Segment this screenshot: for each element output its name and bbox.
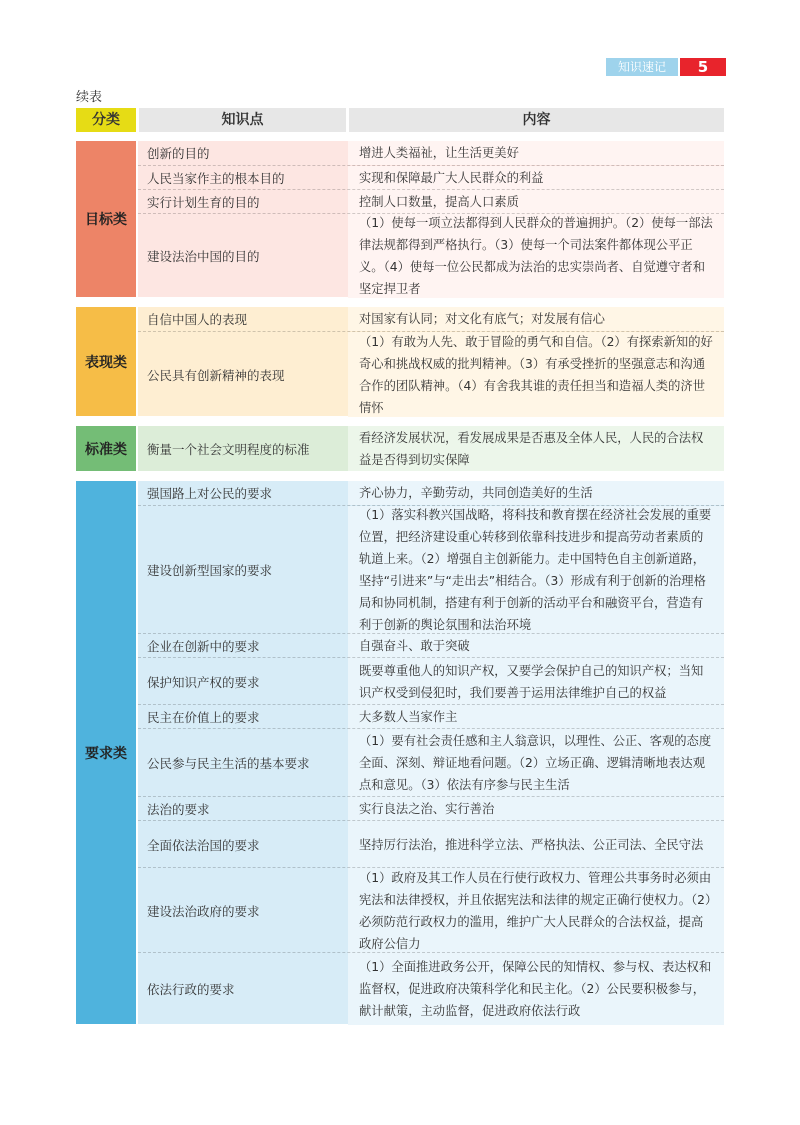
table-row [138, 426, 724, 471]
content-text: 控制人口数量，提高人口素质 [359, 195, 519, 209]
content-cell [348, 705, 724, 729]
knowledge-point: 自信中国人的表现 [147, 312, 248, 327]
content-cell [348, 797, 724, 821]
category-group-standard [76, 426, 724, 471]
column-header-content: 内容 [349, 108, 724, 132]
content-text: 齐心协力，辛勤劳动，共同创造美好的生活 [359, 486, 593, 500]
page-header [606, 58, 726, 76]
knowledge-point: 公民具有创新精神的表现 [147, 367, 285, 383]
knowledge-point: 保护知识产权的要求 [147, 674, 260, 690]
category-label: 表现类 [76, 307, 136, 416]
table-row [138, 704, 724, 729]
table-row [138, 505, 724, 634]
content-cell [348, 953, 724, 1025]
knowledge-point: 人民当家作主的根本目的 [147, 171, 285, 186]
content-text: （1）使每一项立法都得到人民群众的普遍拥护。（2）使每一部法律法规都得到严格执行。（3）使每一个司法案件都体现公平正义。（4）使每一位公民都成为法治的忠实崇尚者、自觉遵守者和坚定捍卫者 [359, 216, 713, 296]
table-row [138, 141, 724, 165]
knowledge-point: 依法行政的要求 [147, 982, 235, 997]
column-header-category: 分类 [76, 108, 136, 132]
column-header-knowledge-point: 知识点 [139, 108, 346, 132]
knowledge-point: 法治的要求 [147, 802, 210, 817]
category-group-target [76, 141, 724, 297]
content-cell [348, 307, 724, 331]
category-rows [138, 141, 724, 297]
category-group-requirement [76, 481, 724, 1024]
content-text: 大多数人当家作主 [359, 710, 458, 724]
knowledge-point: 强国路上对公民的要求 [147, 486, 273, 501]
knowledge-point: 企业在创新中的要求 [147, 639, 260, 654]
category-label: 要求类 [76, 481, 136, 1024]
knowledge-point: 衡量一个社会文明程度的标准 [147, 441, 310, 457]
knowledge-point: 民主在价值上的要求 [147, 710, 260, 725]
content-cell [348, 190, 724, 214]
content-cell [348, 214, 724, 298]
table-row [138, 307, 724, 331]
table-row [138, 867, 724, 953]
content-text: （1）要有社会责任感和主人翁意识，以理性、公正、客观的态度全面、深刻、辩证地看问题。（2）立场正确、逻辑清晰地表达观点和意见。（3）依法有序参与民主生活 [359, 734, 712, 792]
content-text: （1）有敢为人先、敢于冒险的勇气和自信。（2）有探索新知的好奇心和挑战权威的批判精神。（3）有承受挫折的坚强意志和沟通合作的团队精神。（4）有舍我其谁的责任担当和造福人类的济世情怀 [359, 334, 713, 415]
content-text: （1）全面推进政务公开，保障公民的知情权、参与权、表达权和监督权，促进政府决策科学化和民主化。（2）公民要积极参与，献计献策，主动监督，促进政府依法行政 [359, 960, 712, 1018]
category-group-manifestation [76, 307, 724, 416]
content-text: 增进人类福祉，让生活更美好 [359, 146, 519, 160]
category-rows [138, 481, 724, 1024]
content-text: （1）落实科教兴国战略，将科技和教育摆在经济社会发展的重要位置，把经济建设重心转移到依靠科技进步和提高劳动者素质的轨道上来。（2）增强自主创新能力。走中国特色自主创新道路，坚持“引进来”与“走出去”相结合。（3）形成有利于创新的治理格局和协同机制，搭建有利于创新的活动平台和融资平台，营造有利于创新的舆论氛围和法治环境 [359, 508, 712, 632]
category-label: 目标类 [76, 141, 136, 297]
content-cell [348, 332, 724, 417]
content-text: 自强奋斗、敢于突破 [359, 639, 470, 653]
content-text: （1）政府及其工作人员在行使行政权力、管理公共事务时必须由宪法和法律授权，并且依据宪法和法律的规定正确行使权力。（2）必须防范行政权力的滥用，维护广大人民群众的合法权益，提高政府公信力 [359, 870, 712, 951]
content-cell [348, 634, 724, 658]
content-text: 实行良法之治、实行善治 [359, 802, 495, 816]
content-cell [348, 426, 724, 471]
content-text: 对国家有认同；对文化有底气；对发展有信心 [359, 312, 605, 326]
content-cell [348, 141, 724, 165]
knowledge-point: 建设创新型国家的要求 [147, 563, 273, 578]
continued-label: 续表 [76, 90, 103, 105]
knowledge-point: 公民参与民主生活的基本要求 [147, 756, 310, 771]
knowledge-point: 全面依法治国的要求 [147, 837, 260, 853]
content-cell [348, 868, 724, 953]
table-row [138, 952, 724, 1025]
knowledge-point: 创新的目的 [147, 146, 210, 161]
content-text: 既要尊重他人的知识产权，又要学会保护自己的知识产权；当知识产权受到侵犯时，我们要善于运用法律维护自己的权益 [359, 663, 704, 700]
category-rows [138, 307, 724, 416]
content-cell [348, 658, 724, 705]
table-row [138, 657, 724, 705]
table-row [138, 796, 724, 821]
content-cell [348, 729, 724, 797]
knowledge-point: 建设法治中国的目的 [147, 249, 260, 264]
knowledge-point: 实行计划生育的目的 [147, 195, 260, 210]
content-text: 坚持厉行法治，推进科学立法、严格执法、公正司法、全民守法 [359, 837, 704, 852]
content-cell [348, 506, 724, 634]
content-text: 实现和保障最广大人民群众的利益 [359, 171, 544, 185]
table-row [138, 633, 724, 658]
table-row [138, 728, 724, 797]
section-label: 知识速记 [606, 58, 678, 76]
content-cell [348, 481, 724, 505]
knowledge-point: 建设法治政府的要求 [147, 903, 260, 919]
content-cell [348, 166, 724, 190]
content-text: 看经济发展状况，看发展成果是否惠及全体人民，人民的合法权益是否得到切实保障 [359, 430, 704, 467]
table-row [138, 165, 724, 190]
content-cell [348, 821, 724, 868]
page-number: 5 [680, 58, 726, 76]
table-row [138, 331, 724, 417]
table-row [138, 189, 724, 214]
category-rows [138, 426, 724, 471]
category-label: 标准类 [76, 426, 136, 471]
table-row [138, 213, 724, 298]
table-row [138, 820, 724, 868]
table-row [138, 481, 724, 505]
